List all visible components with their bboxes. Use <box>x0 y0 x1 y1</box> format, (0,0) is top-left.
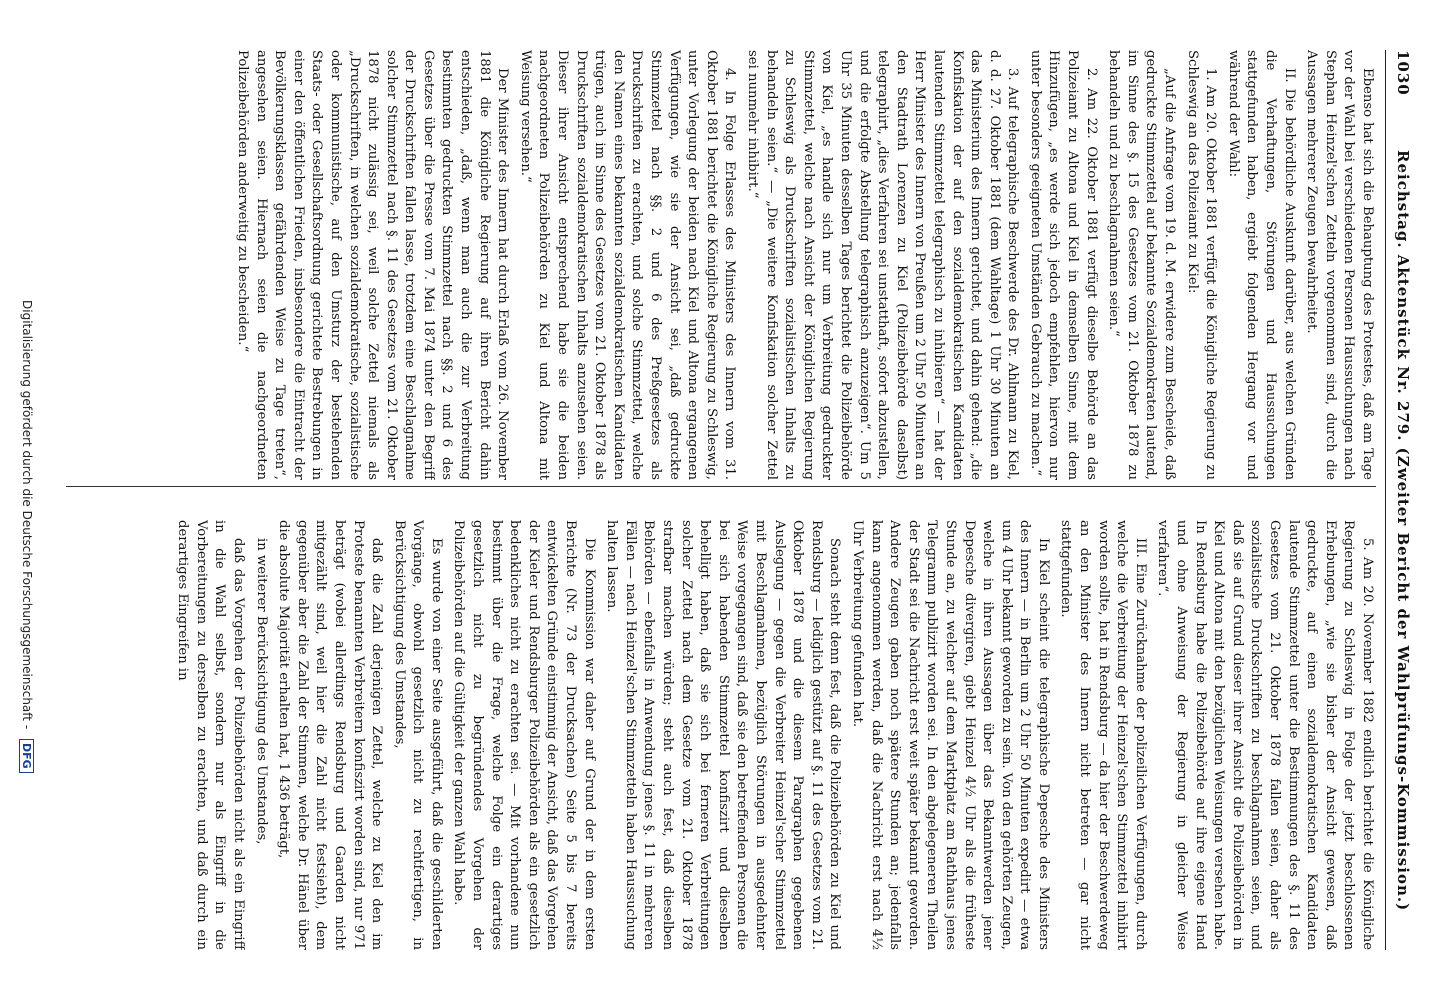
paragraph: Ebenso hat sich die Behauptung des Protestes, daß am Tage vor der Wahl bei verschiedenen Personen Haussuchungen nach Stephan Heinzel'schen Zetteln vorgenommen sind, durch die Aussagen mehrerer Zeugen bewahrheitet. <box>1304 50 1375 480</box>
paragraph: 2. Am 22. Oktober 1881 verfügt dieselbe Behörde an das Polizeiamt zu Altona und Kiel in demselben Sinne, mit dem Hinzufügen, „es werde sich jedoch empfehlen, hiervon nur unter besonders geeigneten Umständen Gebrauch zu machen.“ <box>1027 50 1099 480</box>
paragraph: In Kiel scheint die telegraphische Depesche des Ministers des Innern — in Berlin um 2 Uhr 50 Minuten expedirt — etwa um 4 Uhr bekannt geworden zu sein. Von den gehörten Zeugen, welche in ihren Aussagen über das Bekanntwerden jener Depesche divergiren, giebt Heinzel 4½ Uhr als die früheste Stunde an, zu welcher auf dem Marktplatz am Rathhaus jenes Telegramm publizirt worden sei. In den abgelegeneren Theilen der Stadt sei die Nachricht erst weit später bekannt geworden. Andere Zeugen gaben noch spätere Stunden an; jedenfalls kann angenommen werden, daß die Nachricht erst nach 4½ Uhr Verbreitung gefunden hat. <box>849 520 1051 950</box>
right-column <box>66 520 1376 950</box>
paragraph: daß die Zahl derjenigen Zettel, welche zu Kiel den im Proteste benannten Verbreitern konfiszirt worden sind, nur 971 beträgt (wobei allerdings Rendsburg und Gaarden nicht mitgezählt sind, weil hier die Zahl nicht festsieht), dem gegenüber aber die Zahl der Stimmen, welche Dr. Hänel über die absolute Majorität erhalten hat, 1 436 beträgt, <box>276 520 385 950</box>
paragraph: III. Eine Zurücknahme der polizeilichen Verfügungen, durch welche die Verbreitung der Heinzel'schen Stimmzettel inhibirt worden sollte, hat in Rendsburg — da hier der Beschwerdeweg an den Minister des Innern nicht betreten — gar nicht stattgefunden. <box>1058 520 1148 950</box>
dfg-logo: DFG <box>19 739 34 773</box>
page-header <box>1385 50 1422 950</box>
paragraph: 3. Auf telegraphische Beschwerde des Dr. Ahlmann zu Kiel, d. d. 27. Oktober 1881 (dem Wahltage) 1 Uhr 30 Minuten an das Ministerium des Innern gerichtet, und dahin gehend: „die Konfiskation der auf den sozialdemokratischen Kandidaten lautenden Stimmzettel telegraphisch zu inhibieren“ — hat der Herr Minister des Innern von Preußen um 2 Uhr 50 Minuten an den Stadtrath Lorenzen zu Kiel (Polizeibehörde daselbst) telegraphirt, „dies Verfahren sei unstatthaft, sofort abzustellen, und die erfolgte Abstellung telegraphisch anzuzeigen“. Um 5 Uhr 35 Minuten desselben Tages berichtet die Polizeibehörde von Kiel, „es handle sich nur um Verbreitung gedruckter Stimmzettel, welche nach Ansicht der Königlichen Regierung zu Schleswig als Druckschriften sozialistischen Inhalts zu behandeln seien.“ — „Die weitere Konfiskation solcher Zettel sei nunmehr inhibirt.“ <box>745 50 1021 480</box>
footer-text: Digitalisierung gefördert durch die Deutsche Forschungsgemeinschaft - <box>20 300 34 730</box>
paragraph: Die Kommission war daher auf Grund der in dem ersten Berichte (Nr. 73 der Drucksachen) Seite 5 bis 7 bereits entwickelten Gründe einstimmig der Ansicht, daß das Vorgehen der Kieler und Rendsburger Polizeibehörden als ein gesetzlich bedenkliches nicht zu erachten sei. — Mit vorhandene nun bestimmt über die Frage, welche Folge ein derartiges gesetzlich nicht zu begründendes Vorgehen der Polizeibehörden auf die Gültigkeit der ganzen Wahl habe. <box>451 520 597 950</box>
paragraph: 4. In Folge Erlasses des Ministers des Innern vom 31. Oktober 1881 berichtet die Königliche Regierung zu Schleswig, unter Vorlegung der beiden nach Kiel und Altona ergangenen Verfügungen, wie sie der Ansicht sei, „daß gedruckte Stimmzettel nach §§. 2 und 6 des Preßgesetzes als Druckschriften zu erachten, und solche Stimmzettel, welche den Namen eines bekannten sozialdemokratischen Kandidaten trügen, auch im Sinne des Gesetzes vom 21. Oktober 1878 als Druckschriften sozialdemokratischen Inhalts anzusehen seien. Dieser ihrer Ansicht entsprechend habe sie die beiden nachgeordneten Polizeibehörden zu Kiel und Altona mit Weisung versehen.“ <box>517 50 738 480</box>
paragraph: Sonach steht denn fest, daß die Polizeibehörden zu Kiel und Rendsburg — lediglich gestützt auf §. 11 des Gesetzes vom 21. Oktober 1878 und die diesem Paragraphen gegebenen Auslegung — gegen die Verbreiter Heinzel'scher Stimmzettel mit Beschlagnahmen, bezüglich Störungen in ausgedehnter Weise vorgegangen sind, daß sie den betreffenden Personen die bei sich habenden Stimmzettel konfiszirt und dieselben behelligt haben, daß sie sich bei ferneren Verbreitungen solcher Zettel nach dem Gesetze vom 21. Oktober 1878 strafbar machen würden; steht auch fest, daß dieselben Behörden — ebenfalls in Anwendung jenes §. 11 in mehreren Fällen — nach Heinzel'schen Stimmzetteln haben Haussuchung halten lassen. <box>604 520 843 950</box>
paragraph: daß das Vorgehen der Polizeibehörden nicht als ein Eingriff in die Wahl selbst, sondern nur als Eingriff in die Vorbereitungen zu derselben zu erachten, und daß durch ein derartiges Eingreifen in <box>175 520 246 950</box>
paragraph: Der Minister des Innern hat durch Erlaß vom 26. November 1881 die Königliche Regierung auf ihren Bericht dahin entschieden, „daß, wenn man auch die zur Verbreitung bestimmten gedruckten Stimmzettel nach §§. 2 und 6 des Gesetzes über die Presse vom 7. Mai 1874 unter den Begriff der Druckschriften fallen lasse, trotzdem eine Beschlagnahme solcher Stimmzettel nach §. 11 des Gesetzes vom 21. Oktober 1878 nicht zulässig sei, weil solche Zettel niemals als „Druckschriften, in welchen sozialdemokratische, sozialistische oder kommunistische, auf den Umsturz der bestehenden Staats- oder Gesellschaftsordnung gerichtete Bestrebungen in einer den öffentlichen Frieden, insbesondere die Eintracht der Bevölkerungsklassen gefährdenden Weise zu Tage treten“, angesehen seien. Hiernach seien die nachgeordneten Polizeibehörden anderweitig zu bescheiden.“ <box>234 50 511 480</box>
page-number: 1030 <box>1394 50 1412 96</box>
paragraph: Es wurde von einer Seite ausgeführt, daß die geschilderten Vorgänge, obwohl gesetzlich nicht zu rechtfertigen, in Berücksichtigung des Umstandes, <box>391 520 444 950</box>
paragraph: II. Die behördliche Auskunft darüber, aus welchen Gründen die Verhaftungen, Störungen und Haussuchungen stattgefunden haben, ergiebt folgenden Hergang vor und während der Wahl: <box>1225 50 1297 480</box>
page-title: Reichstag. Aktenstück Nr. 279. (Zweiter Bericht der Wahlprüfungs-Kommission.) <box>1394 150 1412 912</box>
quote-paragraph: „Auf die Anfrage vom 19. d. M. erwidere zum Bescheide, daß gedruckte Stimmzettel auf bekannte Sozialdemokraten lautend, im Sinne des §. 15 des Gesetzes vom 21. Oktober 1878 zu behandeln und zu beschlagnahmen seien.“ <box>1106 50 1178 480</box>
digitization-footer <box>19 300 34 773</box>
left-column <box>66 50 1376 480</box>
paragraph: in weiterer Berücksichtigung des Umstandes, <box>253 538 269 845</box>
paragraph: 5. Am 20. November 1882 endlich berichtet die Königliche Regierung zu Schleswig in Folge der jetzt beschlossenen Erhebungen, „wie sie bisher der Ansicht gewesen, daß gedruckte, auf einen sozialdemokratischen Kandidaten lautende Stimmzettel unter die Bestimmungen des §. 11 des Gesetzes vom 21. Oktober 1878 fallen seien, daher als sozialistische Druckschriften zu beschlagnahmen seien, und daß sie auf Grund dieser ihrer Ansicht die Polizeibehörden in Kiel und Altona mit den bezüglichen Weisungen versehen habe. In Rendsburg habe die Polizeibehörde auf ihre eigene Hand und ohne Anweisung der Regierung in gleicher Weise verfahren“. <box>1155 520 1375 950</box>
column-divider <box>66 486 1376 487</box>
paragraph: 1. Am 20. Oktober 1881 verfügt die Königliche Regierung zu Schleswig an das Polizeiamt zu Kiel: <box>1184 50 1219 480</box>
